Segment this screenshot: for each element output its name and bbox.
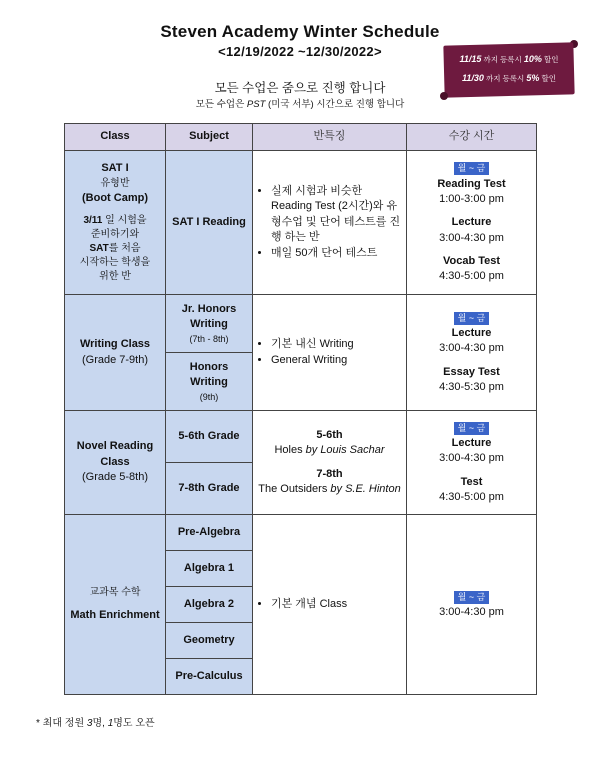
- math-class-cell: 교과목 수학 Math Enrichment: [65, 515, 166, 695]
- writing-subject-1: Jr. Honors Writing (7th - 8th): [166, 295, 253, 353]
- capacity-note: * 최대 정원 3명, 1명도 오픈: [36, 718, 155, 729]
- days-badge: 월 ~ 금: [454, 162, 490, 175]
- sat-description: • 실제 시험과 비슷한 Reading Test (2시간)와 유형수업 및 단어 테스트를 진행 하는 반 • 매일 50개 단어 테스트: [253, 151, 407, 295]
- math-description: • 기본 개념 Class: [253, 515, 407, 695]
- sat-time-cell: 월 ~ 금 Reading Test 1:00-3:00 pm Lecture 3:00-4:30 pm Vocab Test 4:30-5:00 pm: [407, 151, 537, 295]
- timezone-note: 모든 수업은 PST (미국 서부) 시간으로 진행 합니다: [195, 99, 405, 110]
- table-row: [65, 515, 537, 551]
- col-subject: Subject: [166, 124, 253, 151]
- writing-description: • 기본 내신 Writing • General Writing: [253, 295, 407, 411]
- math-subject: Algebra 1: [166, 551, 253, 587]
- days-badge: 월 ~ 금: [454, 312, 490, 325]
- col-time: 수강 시간: [407, 124, 537, 151]
- schedule-table: [64, 123, 537, 695]
- math-time-cell: 월 ~ 금 3:00-4:30 pm: [407, 515, 537, 695]
- writing-subject-2: Honors Writing (9th): [166, 353, 253, 411]
- novel-subject-2: 7-8th Grade: [166, 463, 253, 515]
- col-class: Class: [65, 124, 166, 151]
- header-row: [65, 124, 537, 151]
- math-subject: Algebra 2: [166, 587, 253, 623]
- math-subject: Geometry: [166, 623, 253, 659]
- novel-subject-1: 5-6th Grade: [166, 411, 253, 463]
- table-row: [65, 151, 537, 295]
- math-subject: Pre-Algebra: [166, 515, 253, 551]
- writing-class-cell: Writing Class (Grade 7-9th): [65, 295, 166, 411]
- table-row: [65, 411, 537, 463]
- writing-time-cell: 월 ~ 금 Lecture 3:00-4:30 pm Essay Test 4:30-5:30 pm: [407, 295, 537, 411]
- days-badge: 월 ~ 금: [454, 422, 490, 435]
- discount-line-1: 11/15 까지 등록시 10% 할인: [459, 54, 559, 64]
- days-badge: 월 ~ 금: [454, 591, 490, 604]
- discount-banner: [440, 42, 578, 98]
- table-row: [65, 295, 537, 353]
- discount-line-2: 11/30 까지 등록시 5% 할인: [462, 73, 556, 83]
- sat-subject: SAT I Reading: [166, 151, 253, 295]
- page-title: Steven Academy Winter Schedule: [160, 22, 440, 41]
- novel-class-cell: Novel Reading Class (Grade 5-8th): [65, 411, 166, 515]
- sat-class-cell: SAT I 유형반 (Boot Camp) 3/11 일 시험을 준비하기와 SAT를 처음 시작하는 학생을 위한 반: [65, 151, 166, 295]
- math-subject: Pre-Calculus: [166, 659, 253, 695]
- novel-description: 5-6th Holes by Louis Sachar 7-8th The Outsiders by S.E. Hinton: [253, 411, 407, 515]
- novel-time-cell: 월 ~ 금 Lecture 3:00-4:30 pm Test 4:30-5:00 pm: [407, 411, 537, 515]
- col-repeat: 반특징: [253, 124, 407, 151]
- date-range: <12/19/2022 ~12/30/2022>: [218, 44, 382, 59]
- zoom-note: 모든 수업은 줌으로 진행 합니다: [214, 81, 386, 95]
